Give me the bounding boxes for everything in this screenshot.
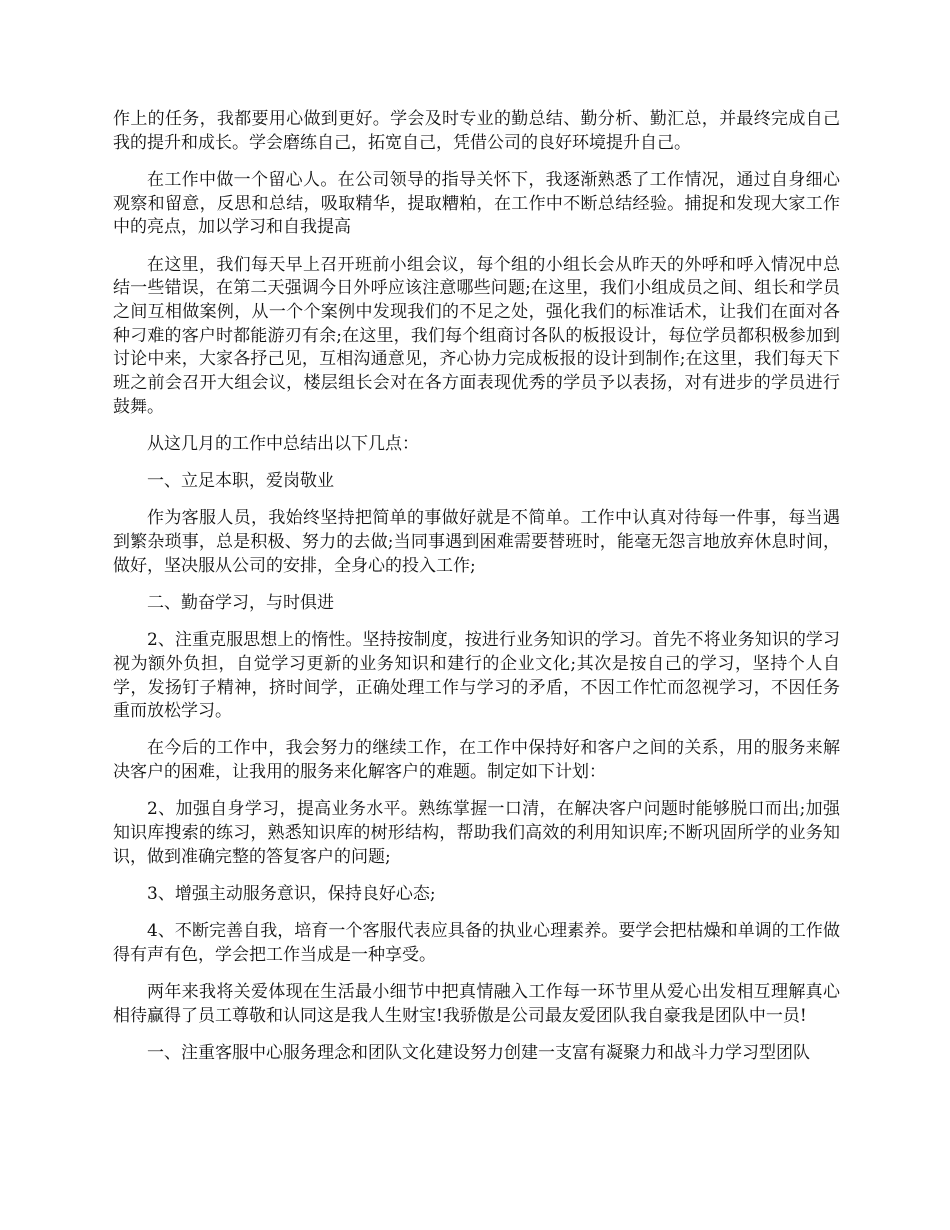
- section-heading: 二、勤奋学习，与时俱进: [147, 592, 334, 613]
- document-body: [113, 108, 840, 1079]
- paragraph: 两年来我将关爱体现在生活最小细节中把真情融入工作每一环节里从爱心出发相互理解真心相待赢得了员工尊敬和认同这是我人生财宝!我骄傲是公司最友爱团队我自豪我是团队中一员!: [113, 982, 840, 1026]
- section-heading: 一、立足本职，爱岗敬业: [147, 471, 334, 492]
- paragraph: 在这里，我们每天早上召开班前小组会议，每个组的小组长会从昨天的外呼和呼入情况中总结一些错误，在第二天强调今日外呼应该注意哪些问题;在这里，我们小组成员之间、组长和学员之间互相做案例，从一个个案例中发现我们的不足之处，强化我们的标准话术，让我们在面对各种刁难的客户时都能游刃有余;在这里，我们每个组商讨各队的板报设计，每位学员都积极参加到讨论中来，大家各抒己见，互相沟通意见，齐心协力完成板报的设计到制作;在这里，我们每天下班之前会召开大组会议，楼层组长会对在各方面表现优秀的学员予以表扬，对有进步的学员进行鼓舞。: [113, 254, 840, 417]
- section-heading: 一、注重客服中心服务理念和团队文化建设努力创建一支富有凝聚力和战斗力学习型团队: [147, 1043, 810, 1063]
- paragraph: 作为客服人员，我始终坚持把简单的事做好就是不简单。工作中认真对待每一件事，每当遇到繁杂琐事，总是积极、努力的去做;当同事遇到困难需要替班时，能毫无怨言地放弃休息时间，做好，坚决服从公司的安排，全身心的投入工作;: [113, 508, 840, 576]
- paragraph: 2、注重克服思想上的惰性。坚持按制度，按进行业务知识的学习。首先不将业务知识的学习视为额外负担，自觉学习更新的业务知识和建行的企业文化;其次是按自己的学习，坚持个人自学，发扬钉子精神，挤时间学，正确处理工作与学习的矛盾，不因工作忙而忽视学习，不因任务重而放松学习。: [113, 630, 840, 722]
- paragraph: 2、加强自身学习，提高业务水平。熟练掌握一口清，在解决客户问题时能够脱口而出;加强知识库搜索的练习，熟悉知识库的树形结构，帮助我们高效的利用知识库;不断巩固所学的业务知识，做到准确完整的答复客户的问题;: [113, 799, 840, 867]
- paragraph: 在工作中做一个留心人。在公司领导的指导关怀下，我逐渐熟悉了工作情况，通过自身细心观察和留意，反思和总结，吸取精华，提取糟粕，在工作中不断总结经验。捕捉和发现大家工作中的亮点，加以学习和自我提高: [113, 169, 840, 238]
- paragraph: 从这几月的工作中总结出以下几点：: [147, 433, 419, 454]
- paragraph: 在今后的工作中，我会努力的继续工作，在工作中保持好和客户之间的关系，用的服务来解决客户的困难，让我用的服务来化解客户的难题。制定如下计划：: [113, 738, 840, 783]
- paragraph: 4、不断完善自我，培育一个客服代表应具备的执业心理素养。要学会把枯燥和单调的工作做得有声有色，学会把工作当成是一种享受。: [113, 921, 840, 965]
- paragraph: 作上的任务，我都要用心做到更好。学会及时专业的勤总结、勤分析、勤汇总，并最终完成自己我的提升和成长。学会磨练自己，拓宽自己，凭借公司的良好环境提升自己。: [113, 109, 840, 153]
- paragraph: 3、增强主动服务意识，保持良好心态;: [147, 883, 436, 904]
